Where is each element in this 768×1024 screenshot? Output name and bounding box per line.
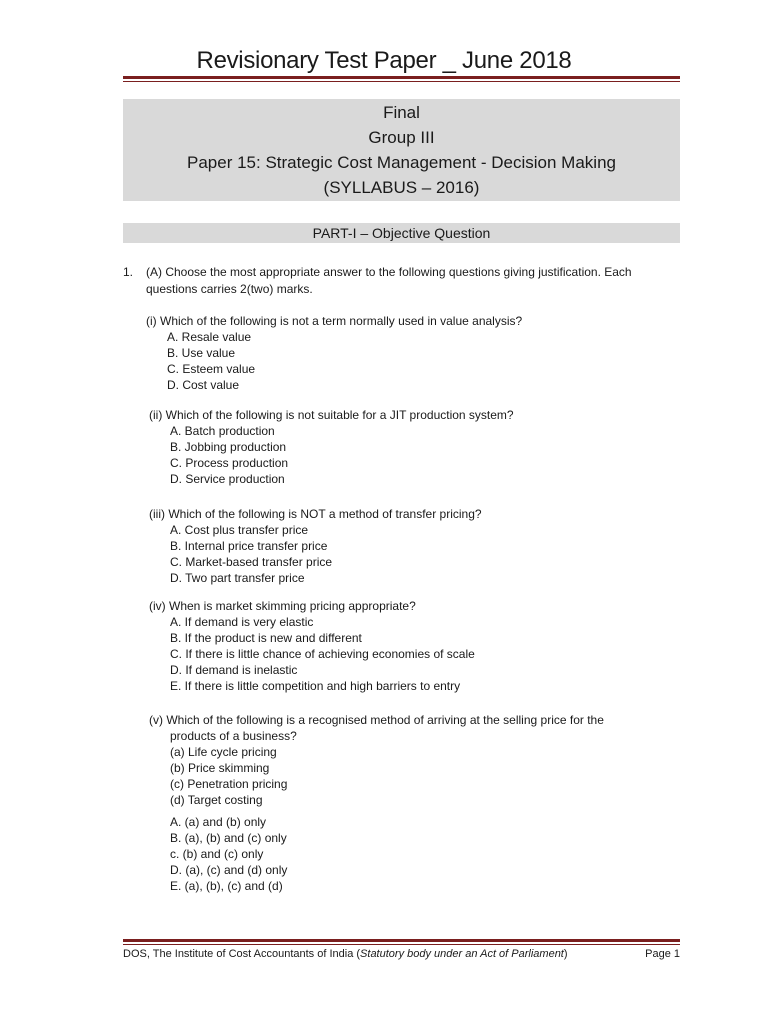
question-instructions: (A) Choose the most appropriate answer to the following questions giving justification. Each questions carries 2(two) marks. — [146, 265, 632, 296]
footer-institute: DOS, The Institute of Cost Accountants of India (Statutory body under an Act of Parliament) — [123, 948, 568, 960]
option: A. If demand is very elastic — [170, 615, 314, 629]
option: C. Esteem value — [167, 362, 256, 376]
header-group: Group III — [368, 128, 435, 147]
option: A. Batch production — [170, 424, 275, 438]
header-syllabus: (SYLLABUS – 2016) — [323, 178, 480, 197]
subquestion-v — [149, 712, 604, 894]
subquestion-prompt: (v) Which of the following is a recognised method of arriving at the selling price for the — [149, 713, 604, 727]
footer-rule — [123, 939, 680, 945]
option: D. Cost value — [167, 378, 240, 392]
subquestion-prompt: (i) Which of the following is not a term normally used in value analysis? — [146, 314, 523, 328]
option: B. Use value — [167, 346, 236, 360]
header-paper: Paper 15: Strategic Cost Management - Decision Making — [187, 153, 616, 172]
part-heading: PART-I – Objective Question — [123, 223, 680, 243]
paper-header — [123, 99, 680, 201]
option: D. Two part transfer price — [170, 571, 305, 585]
option: A. Cost plus transfer price — [170, 523, 309, 537]
subquestion-ii — [149, 407, 514, 487]
subquestion-prompt-continued: products of a business? — [170, 729, 297, 743]
subquestion-prompt: (ii) Which of the following is not suitable for a JIT production system? — [149, 408, 514, 422]
subquestion-prompt: (iv) When is market skimming pricing appropriate? — [149, 599, 416, 613]
option: c. (b) and (c) only — [170, 847, 264, 861]
method-item: (d) Target costing — [170, 793, 263, 807]
option: D. (a), (c) and (d) only — [170, 863, 288, 877]
option: C. Market-based transfer price — [170, 555, 333, 569]
page-footer — [123, 948, 680, 960]
option: B. Jobbing production — [170, 440, 287, 454]
header-level: Final — [383, 103, 420, 122]
subquestion-prompt: (iii) Which of the following is NOT a method of transfer pricing? — [149, 507, 482, 521]
subquestion-iv — [149, 598, 475, 694]
title-rule — [123, 76, 680, 82]
method-item: (a) Life cycle pricing — [170, 745, 277, 759]
option: E. If there is little competition and high barriers to entry — [170, 679, 461, 693]
document-title: Revisionary Test Paper _ June 2018 — [196, 47, 572, 74]
option: D. If demand is inelastic — [170, 663, 298, 677]
option: A. Resale value — [167, 330, 252, 344]
option: B. If the product is new and different — [170, 631, 362, 645]
option: A. (a) and (b) only — [170, 815, 267, 829]
option: D. Service production — [170, 472, 285, 486]
option: C. If there is little chance of achieving economies of scale — [170, 647, 475, 661]
page-number: Page 1 — [645, 948, 680, 960]
subquestion-iii — [149, 506, 482, 586]
subquestion-i — [146, 313, 522, 393]
question-number: 1. — [123, 265, 134, 279]
method-item: (c) Penetration pricing — [170, 777, 288, 791]
option: B. Internal price transfer price — [170, 539, 328, 553]
option: B. (a), (b) and (c) only — [170, 831, 287, 845]
option: C. Process production — [170, 456, 289, 470]
method-item: (b) Price skimming — [170, 761, 270, 775]
question-intro — [123, 264, 683, 297]
option: E. (a), (b), (c) and (d) — [170, 879, 283, 893]
